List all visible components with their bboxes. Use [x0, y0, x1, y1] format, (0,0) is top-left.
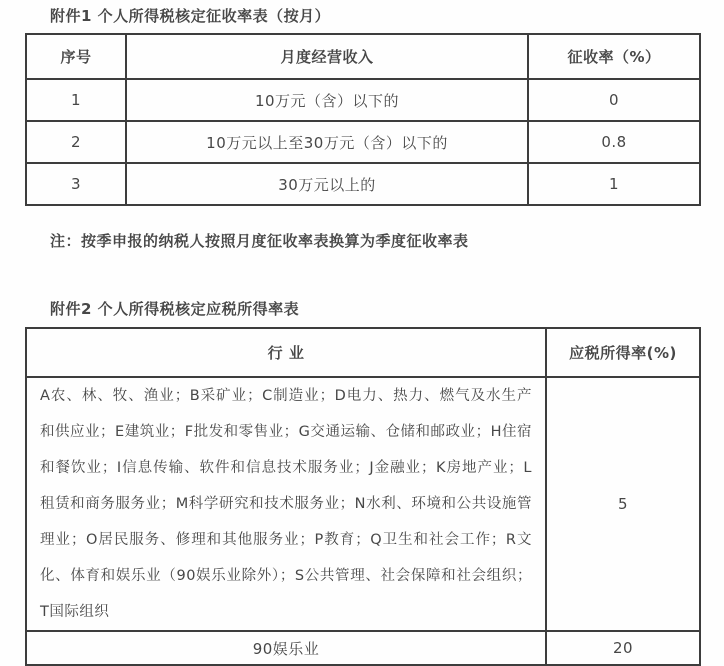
table2-header-rate: 应税所得率(%) — [546, 328, 700, 377]
table1-header-rate: 征收率（%） — [528, 34, 700, 79]
attachment1-title: 附件1 个人所得税核定征收率表（按月） — [50, 7, 331, 25]
table-row — [26, 631, 700, 665]
table1-row3-seq: 3 — [26, 163, 126, 205]
table1-header-row — [26, 34, 700, 79]
table2-entertainment-rate: 20 — [546, 631, 700, 665]
table1-row3-income: 30万元以上的 — [126, 163, 528, 205]
table1-row1-rate: 0 — [528, 79, 700, 121]
table1-row1-seq: 1 — [26, 79, 126, 121]
table-row — [26, 163, 700, 205]
table1-row2-seq: 2 — [26, 121, 126, 163]
table1-row2-income: 10万元以上至30万元（含）以下的 — [126, 121, 528, 163]
table1-row1-income: 10万元（含）以下的 — [126, 79, 528, 121]
taxable-income-rate-table — [25, 327, 701, 666]
table-row — [26, 121, 700, 163]
monthly-levy-rate-table — [25, 33, 701, 206]
table2-header-industry: 行 业 — [26, 328, 546, 377]
table2-industry-rate: 5 — [546, 377, 700, 631]
table-row — [26, 377, 700, 631]
table1-header-seq: 序号 — [26, 34, 126, 79]
table-row — [26, 79, 700, 121]
attachment2-title: 附件2 个人所得税核定应税所得率表 — [50, 300, 300, 318]
table2-entertainment-label: 90娱乐业 — [26, 631, 546, 665]
table1-row3-rate: 1 — [528, 163, 700, 205]
table2-industry-list: A农、林、牧、渔业；B采矿业；C制造业；D电力、热力、燃气及水生产和供应业；E建筑业；F批发和零售业；G交通运输、仓储和邮政业；H住宿和餐饮业；I信息传输、软件和信息技术服务业；J金融业；K房地产业；L租赁和商务服务业；M科学研究和技术服务业；N水利、环境和公共设施管理业；O居民服务、修理和其他服务业；P教育；Q卫生和社会工作；R文化、体育和娱乐业（90娱乐业除外）；S公共管理、社会保障和社会组织；T国际组织 — [26, 377, 546, 631]
quarterly-note: 注：按季申报的纳税人按照月度征收率表换算为季度征收率表 — [50, 232, 469, 250]
table2-header-row — [26, 328, 700, 377]
table1-header-income: 月度经营收入 — [126, 34, 528, 79]
table1-row2-rate: 0.8 — [528, 121, 700, 163]
